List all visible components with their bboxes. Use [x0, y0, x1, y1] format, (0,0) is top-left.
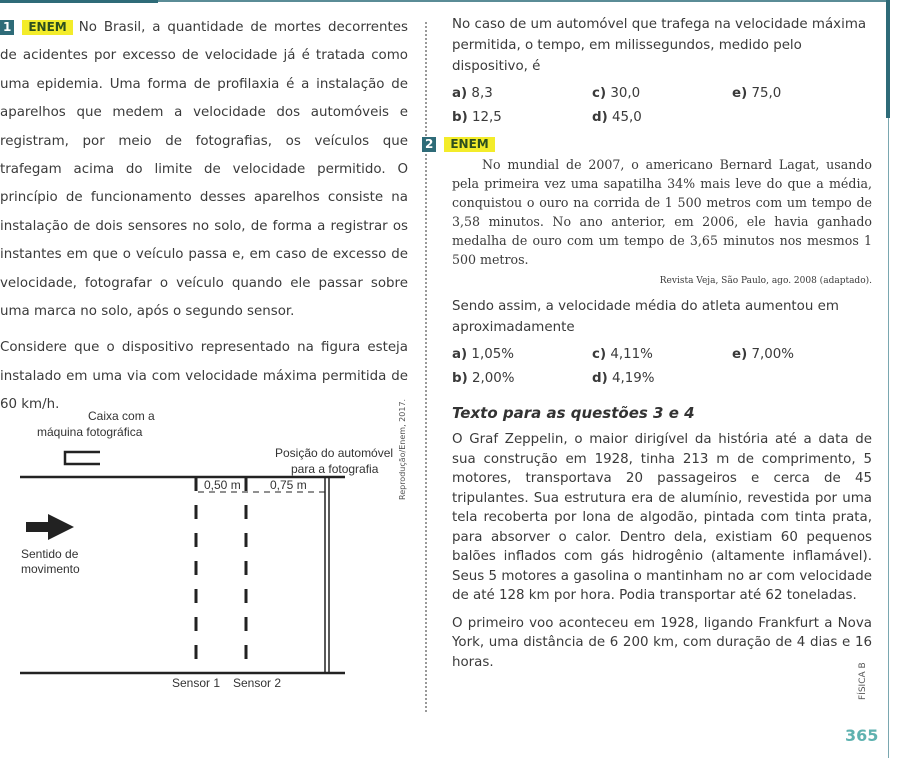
q2-question: Sendo assim, a velocidade média do atleta aumentou em aproximadamente: [452, 299, 839, 335]
side-bar: [886, 0, 890, 118]
option-a[interactable]: a) 1,05%: [452, 347, 514, 362]
page-number: 365: [845, 726, 879, 745]
question-number: 1: [0, 20, 14, 35]
option-d[interactable]: d) 45,0: [592, 110, 642, 125]
direction-label-1: Sentido de: [21, 547, 79, 561]
direction-arrow-icon: [26, 514, 74, 540]
right-column: [425, 14, 872, 672]
option-b[interactable]: b) 12,5: [452, 110, 502, 125]
option-a[interactable]: a) 8,3: [452, 86, 493, 101]
q1-options: [452, 83, 872, 128]
distance-2: 0,75 m: [270, 478, 307, 492]
q1-paragraph-2: Considere que o dispositivo representado na figura esteja instalado em uma via com velocidade máxima permitida de 60 km/h.: [0, 340, 408, 413]
section-label: FÍSICA B: [858, 662, 868, 700]
top-bar: [0, 0, 158, 3]
q2-source: Revista Veja, São Paulo, ago. 2008 (adaptado).: [659, 276, 872, 286]
text34-paragraph-2: O primeiro voo aconteceu em 1928, ligando Frankfurt a Nova York, uma distância de 6 200 km, com duração de 4 dias e 16 horas.: [452, 615, 872, 670]
text34-paragraph-1: O Graf Zeppelin, o maior dirigível da história até a data de sua construção em 1928, tinha 213 m de comprimento, 5 motores, transportava 20 passageiros e cerca de 45 tripulantes. Sua estrutura era de alumínio, revestida por uma tela recoberta por lona de algodão, pintada com tinta prata, para absorver o calor. Dentro dela, existiam 60 pequenos balões inflados com gás hidrogênio (altamente inflamável). Seus 5 motores a gasolina o mantinham no ar com velocidade de até 128 km por hora. Podia transportar até 62 toneladas.: [452, 432, 872, 603]
option-c[interactable]: c) 4,11%: [592, 347, 653, 362]
camera-label-1: Caixa com a: [88, 409, 155, 423]
question-number: 2: [422, 137, 436, 152]
q2-options: [452, 344, 872, 389]
sensor-2-label: Sensor 2: [233, 676, 282, 690]
top-rule: [158, 0, 890, 2]
speed-camera-diagram: [0, 380, 400, 700]
q2-header: [422, 134, 872, 155]
direction-label-2: movimento: [21, 562, 80, 576]
option-b[interactable]: b) 2,00%: [452, 371, 515, 386]
q1-paragraph-1: [0, 14, 408, 326]
question-1: [0, 14, 408, 420]
camera-box-icon: [65, 452, 100, 464]
option-c[interactable]: c) 30,0: [592, 86, 641, 101]
enem-badge: ENEM: [22, 20, 72, 35]
option-e[interactable]: e) 7,00%: [732, 347, 795, 362]
q1-question: No caso de um automóvel que trafega na velocidade máxima permitida, o tempo, em milissegundos, medido pelo dispositivo, é: [452, 17, 867, 74]
side-rule: [888, 118, 889, 758]
sensor-1-label: Sensor 1: [172, 676, 221, 690]
q1-text: No Brasil, a quantidade de mortes decorrentes de acidentes por excesso de velocidade já é tratada como uma epidemia. Uma forma de profilaxia é a instalação de aparelhos que medem a velocidade dos automóveis e registram, por meio de fotografias, os veículos que trafegam acima do limite de velocidade permitido. O princípio de funcionamento desses aparelhos consiste na instalação de dois sensores no solo, de forma a registrar os instantes em que o veículo passa e, em caso de excesso de velocidade, fotografar o veículo quando ele passar sobre uma marca no solo, após o segundo sensor.: [0, 20, 408, 320]
q2-text: No mundial de 2007, o americano Bernard Lagat, usando pela primeira vez uma sapatilha 34% mais leve do que a média, conquistou o ouro na corrida de 1 500 metros com um tempo de 3,58 minutos. No ano anterior, em 2006, ele havia ganhado medalha de ouro com um tempo de 3,65 minutos nos mesmos 1 500 metros.: [452, 157, 872, 267]
position-label-1: Posição do automóvel: [275, 446, 394, 460]
section-heading: Texto para as questões 3 e 4: [452, 404, 695, 422]
option-e[interactable]: e) 75,0: [732, 86, 782, 101]
camera-label-2: máquina fotográfica: [37, 425, 143, 439]
enem-badge: ENEM: [444, 137, 494, 152]
figure-credit: Reprodução/Enem, 2017.: [398, 398, 407, 500]
option-d[interactable]: d) 4,19%: [592, 371, 655, 386]
distance-1: 0,50 m: [204, 478, 241, 492]
position-label-2: para a fotografia: [291, 462, 379, 476]
column-divider: [425, 22, 427, 712]
